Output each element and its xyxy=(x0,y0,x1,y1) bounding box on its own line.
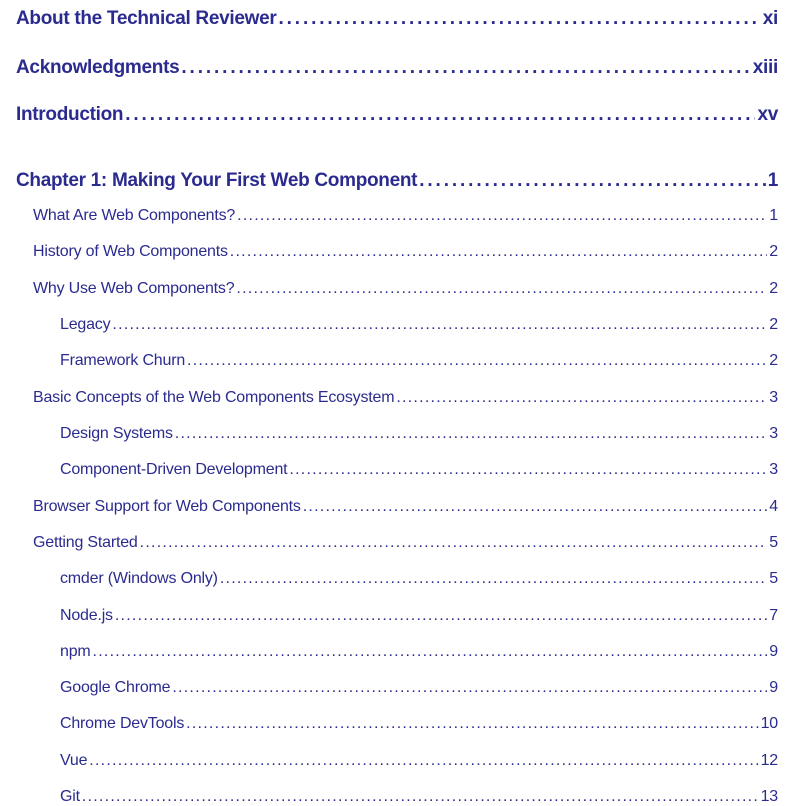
toc-entry-title: About the Technical Reviewer xyxy=(16,8,277,29)
toc-entry-title: Component-Driven Development xyxy=(60,461,288,478)
dot-leader xyxy=(175,425,768,443)
toc-entry[interactable] xyxy=(16,104,778,126)
toc-entry-page-number: 2 xyxy=(769,316,778,333)
toc-entry-title: Git xyxy=(60,788,80,805)
dot-leader xyxy=(289,461,767,479)
dot-leader xyxy=(93,643,768,661)
toc-entry-title: cmder (Windows Only) xyxy=(60,570,218,587)
dot-leader xyxy=(237,207,767,225)
toc-entry-page-number: 4 xyxy=(769,498,778,515)
toc-entry-page-number: 1 xyxy=(767,170,778,191)
toc-entry-title: Introduction xyxy=(16,104,124,125)
toc-entry[interactable] xyxy=(16,57,778,79)
toc-entry[interactable] xyxy=(60,643,778,661)
toc-entry-page-number: 1 xyxy=(769,207,778,224)
toc-entry-title: Framework Churn xyxy=(60,352,186,369)
toc-entry-title: Chrome DevTools xyxy=(60,715,185,732)
toc-entry-page-number: 2 xyxy=(769,352,778,369)
toc-entry-title: History of Web Components xyxy=(33,243,228,260)
toc-entry-title: Chapter 1: Making Your First Web Component xyxy=(16,170,418,191)
toc-entry[interactable] xyxy=(33,207,778,225)
toc-entry[interactable] xyxy=(33,280,778,298)
toc-entry[interactable] xyxy=(60,425,778,443)
toc-entry-page-number: 12 xyxy=(760,752,778,769)
toc-entry-page-number: 2 xyxy=(769,243,778,260)
toc-entry-page-number: 7 xyxy=(769,607,778,624)
dot-leader xyxy=(187,352,767,370)
dot-leader xyxy=(115,607,767,625)
toc-entry-page-number: 13 xyxy=(760,788,778,805)
toc-entry-page-number: 2 xyxy=(769,280,778,297)
toc-entry-page-number: xi xyxy=(762,8,778,29)
dot-leader xyxy=(220,570,767,588)
dot-leader xyxy=(396,389,767,407)
dot-leader xyxy=(172,679,767,697)
toc-entry[interactable] xyxy=(60,316,778,334)
dot-leader xyxy=(186,715,758,733)
toc-entry-page-number: 3 xyxy=(769,461,778,478)
toc-entry-page-number: xiii xyxy=(752,57,778,78)
dot-leader xyxy=(82,788,759,806)
dot-leader xyxy=(230,243,768,261)
toc-entry[interactable] xyxy=(60,679,778,697)
dot-leader xyxy=(181,57,750,79)
toc-entry-page-number: 9 xyxy=(769,679,778,696)
toc-entry-title: Google Chrome xyxy=(60,679,171,696)
toc-entry-page-number: 5 xyxy=(769,534,778,551)
toc-entry-page-number: 9 xyxy=(769,643,778,660)
toc-entry-page-number: xv xyxy=(757,104,778,125)
dot-leader xyxy=(236,280,767,298)
toc-entry[interactable] xyxy=(60,788,778,806)
dot-leader xyxy=(278,8,760,30)
dot-leader xyxy=(112,316,767,334)
dot-leader xyxy=(125,104,755,126)
toc-entry-page-number: 10 xyxy=(760,715,778,732)
toc-entry-title: Why Use Web Components? xyxy=(33,280,235,297)
toc-entry-title: Design Systems xyxy=(60,425,173,442)
toc-entry[interactable] xyxy=(60,461,778,479)
dot-leader xyxy=(419,170,766,192)
toc-entry[interactable] xyxy=(60,752,778,770)
toc-entry-title: Legacy xyxy=(60,316,111,333)
toc-entry[interactable] xyxy=(16,170,778,192)
dot-leader xyxy=(140,534,768,552)
toc-entry-title: Node.js xyxy=(60,607,113,624)
toc-entry[interactable] xyxy=(60,570,778,588)
toc-entry[interactable] xyxy=(33,534,778,552)
toc-entry-page-number: 5 xyxy=(769,570,778,587)
toc-entry[interactable] xyxy=(60,607,778,625)
toc-entry-title: Vue xyxy=(60,752,88,769)
dot-leader xyxy=(89,752,758,770)
toc-entry[interactable] xyxy=(33,498,778,516)
toc-entry-title: What Are Web Components? xyxy=(33,207,236,224)
toc-entry[interactable] xyxy=(60,715,778,733)
toc-entry[interactable] xyxy=(33,243,778,261)
toc-entry-title: npm xyxy=(60,643,91,660)
toc-entry-title: Acknowledgments xyxy=(16,57,180,78)
toc-entry[interactable] xyxy=(33,389,778,407)
toc-entry-title: Getting Started xyxy=(33,534,138,551)
toc-entry-title: Basic Concepts of the Web Components Ecosystem xyxy=(33,389,395,406)
toc-entry-page-number: 3 xyxy=(769,389,778,406)
toc-entry[interactable] xyxy=(16,8,778,30)
toc-entry[interactable] xyxy=(60,352,778,370)
toc-entry-title: Browser Support for Web Components xyxy=(33,498,301,515)
toc-entry-page-number: 3 xyxy=(769,425,778,442)
dot-leader xyxy=(303,498,768,516)
